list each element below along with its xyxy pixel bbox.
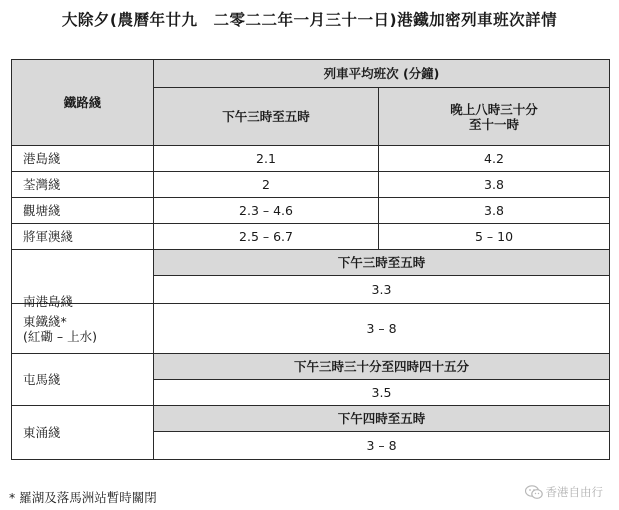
- frequency-afternoon: 2: [154, 172, 379, 198]
- watermark-text: 香港自由行: [545, 485, 603, 499]
- east-rail-section: (紅磡 – 上水): [23, 328, 97, 344]
- header-line-cell: 鐵路綫: [12, 60, 154, 146]
- south-island-value: 3.3: [154, 276, 610, 304]
- table-row: [12, 224, 610, 250]
- header-period-evening-line2: 至十一時: [468, 116, 519, 132]
- header-period-evening: [379, 88, 610, 146]
- frequency-afternoon: 2.3 – 4.6: [154, 198, 379, 224]
- watermark: [525, 484, 604, 500]
- line-name: 荃灣綫: [12, 172, 154, 198]
- tung-chung-value: 3 – 8: [154, 432, 610, 460]
- train-schedule-table: [11, 59, 610, 460]
- header-frequency-cell: 列車平均班次 (分鐘): [154, 60, 610, 88]
- frequency-evening: 5 – 10: [379, 224, 610, 250]
- header-period-afternoon: 下午三時至五時: [154, 88, 379, 146]
- east-rail-value: 3 – 8: [154, 304, 610, 354]
- frequency-afternoon: 2.1: [154, 146, 379, 172]
- frequency-afternoon: 2.5 – 6.7: [154, 224, 379, 250]
- footnote: * 羅湖及落馬洲站暫時關閉: [9, 490, 157, 505]
- group3-period-header: 下午四時至五時: [154, 406, 610, 432]
- header-period-evening-line1: 晚上八時三十分: [450, 101, 538, 117]
- tuen-ma-value: 3.5: [154, 380, 610, 406]
- table-row: [12, 146, 610, 172]
- table-row: [12, 172, 610, 198]
- frequency-evening: 3.8: [379, 172, 610, 198]
- wechat-icon: [525, 485, 543, 499]
- east-rail-line-name: 東鐵綫*: [23, 313, 67, 329]
- line-name: 港島綫: [12, 146, 154, 172]
- group2-period-header: 下午三時三十分至四時四十五分: [154, 354, 610, 380]
- line-name: 觀塘綫: [12, 198, 154, 224]
- table-row: [12, 304, 610, 354]
- page-title: 大除夕(農曆年廿九 二零二二年一月三十一日)港鐵加密列車班次詳情: [61, 11, 558, 29]
- line-name: 將軍澳綫: [12, 224, 154, 250]
- line-name-east-rail: [12, 304, 154, 354]
- south-island-line-name: 南港島綫: [23, 294, 74, 309]
- tung-chung-line-name: 東涌綫: [12, 406, 154, 460]
- tuen-ma-line-name: 屯馬綫: [12, 354, 154, 406]
- frequency-evening: 3.8: [379, 198, 610, 224]
- table-row: [12, 198, 610, 224]
- frequency-evening: 4.2: [379, 146, 610, 172]
- group1-period-header: 下午三時至五時: [154, 250, 610, 276]
